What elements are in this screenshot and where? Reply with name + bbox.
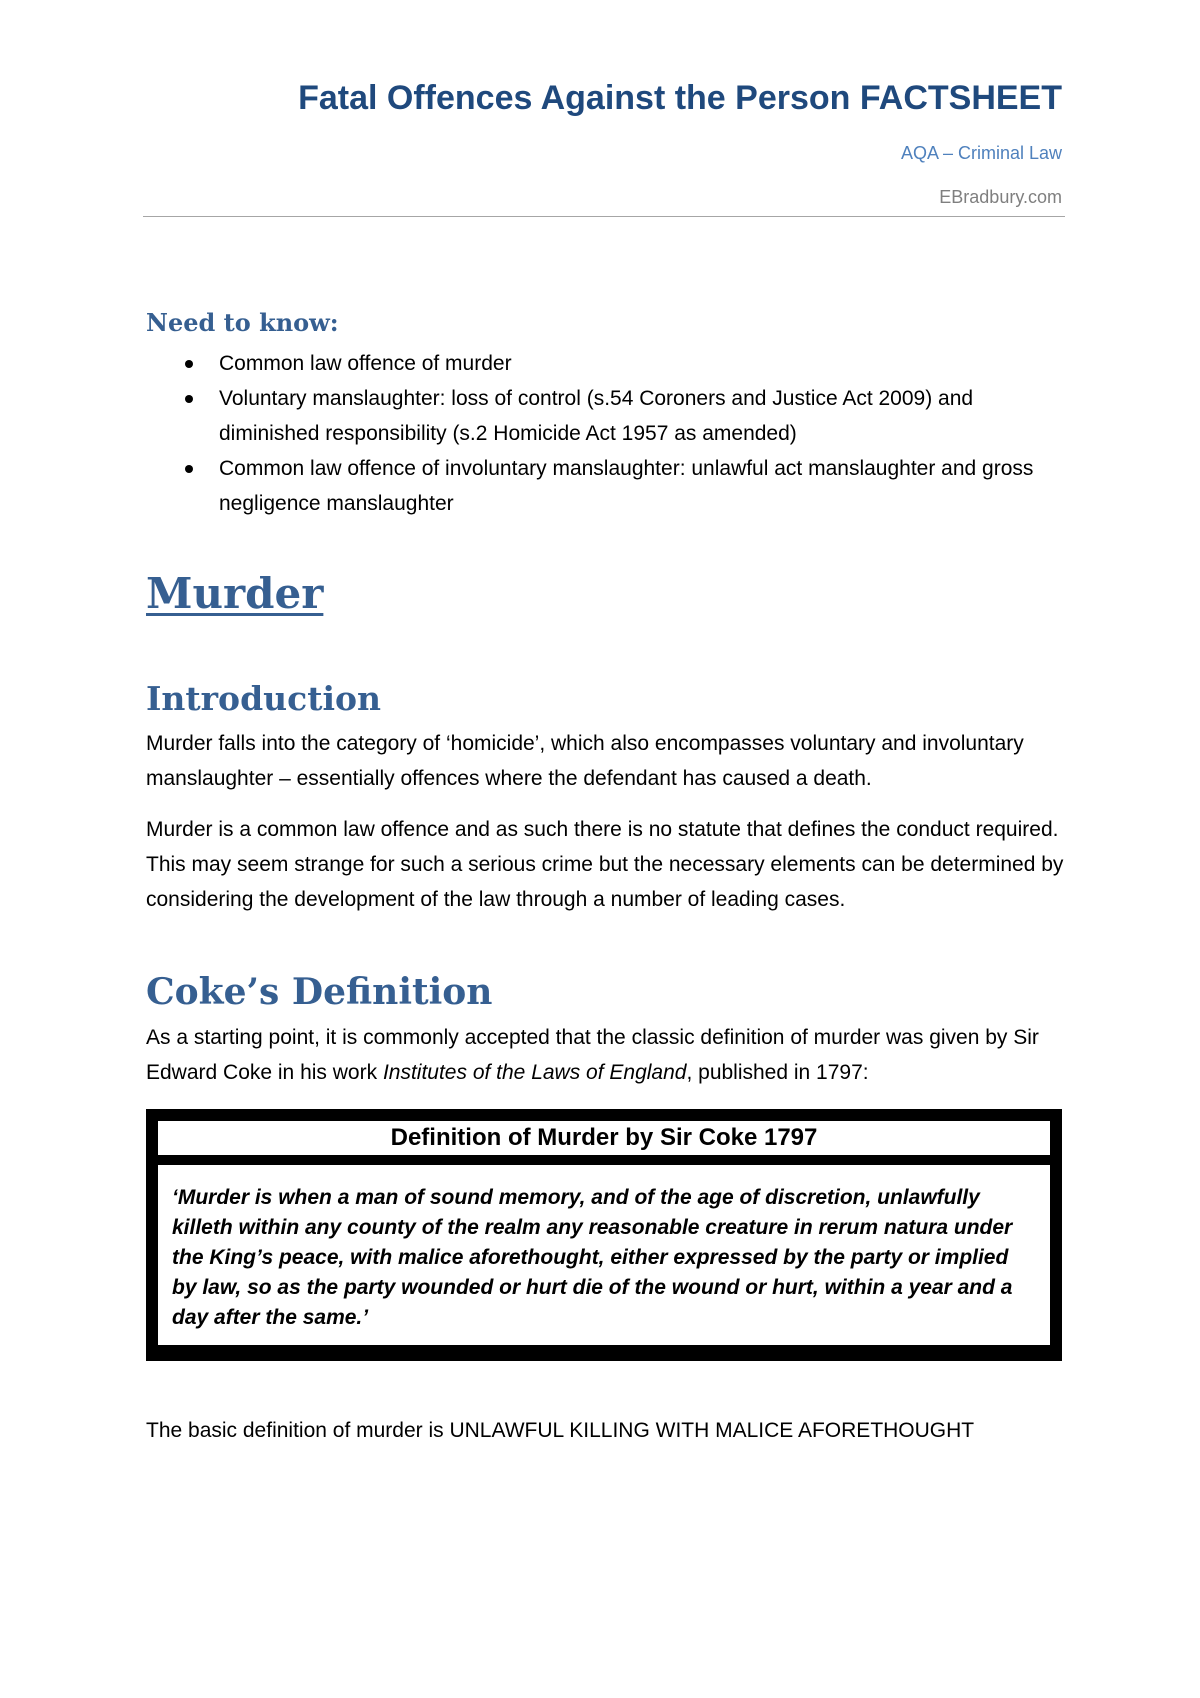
introduction-paragraph-2: Murder is a common law offence and as such there is no statute that defines the conduct required. This may seem strange for such a serious crime but the necessary elements can be determined by considering the development of the law through a number of leading cases.	[146, 818, 1064, 911]
intro-text-after: , published in 1797:	[686, 1061, 869, 1084]
introduction-paragraph-1: Murder falls into the category of ‘homicide’, which also encompasses voluntary and involuntary manslaughter – essentially offences where the defendant has caused a death.	[146, 732, 1024, 790]
document-title: Fatal Offences Against the Person FACTSHEET	[298, 79, 1062, 117]
document-header	[146, 78, 1062, 208]
cokes-definition-intro	[146, 1020, 1066, 1090]
document-site: EBradbury.com	[939, 187, 1062, 207]
cokes-definition-heading: Coke’s Definition	[146, 971, 493, 1013]
document-subtitle: AQA – Criminal Law	[900, 143, 1062, 163]
definition-box-title: Definition of Murder by Sir Coke 1797	[158, 1121, 1050, 1155]
need-to-know-list	[146, 346, 1066, 521]
list-item: Common law offence of murder	[146, 346, 1066, 381]
introduction-heading: Introduction	[146, 679, 382, 718]
intro-text-before: As a starting point, it is commonly accepted that the classic definition of murder was given by Sir Edward Coke in his work	[146, 1026, 1039, 1084]
work-title: Institutes of the Laws of England	[382, 1061, 687, 1084]
basic-definition: The basic definition of murder is UNLAWFUL KILLING WITH MALICE AFORETHOUGHT	[146, 1419, 975, 1442]
murder-heading: Murder	[146, 569, 324, 618]
list-item: Common law offence of involuntary manslaughter: unlawful act manslaughter and gross negligence manslaughter	[146, 451, 1066, 521]
list-item: Voluntary manslaughter: loss of control (s.54 Coroners and Justice Act 2009) and diminished responsibility (s.2 Homicide Act 1957 as amended)	[146, 381, 1066, 451]
header-divider	[143, 216, 1065, 217]
need-to-know-heading: Need to know:	[146, 308, 339, 337]
definition-quote: ‘Murder is when a man of sound memory, and of the age of discretion, unlawfully killeth within any county of the realm any reasonable creature in rerum natura under the King’s peace, with malice aforethought, either expressed by the party or implied by law, so as the party wounded or hurt die of the wound or hurt, within a year and a day after the same.’	[158, 1165, 1050, 1345]
definition-box	[146, 1109, 1062, 1361]
